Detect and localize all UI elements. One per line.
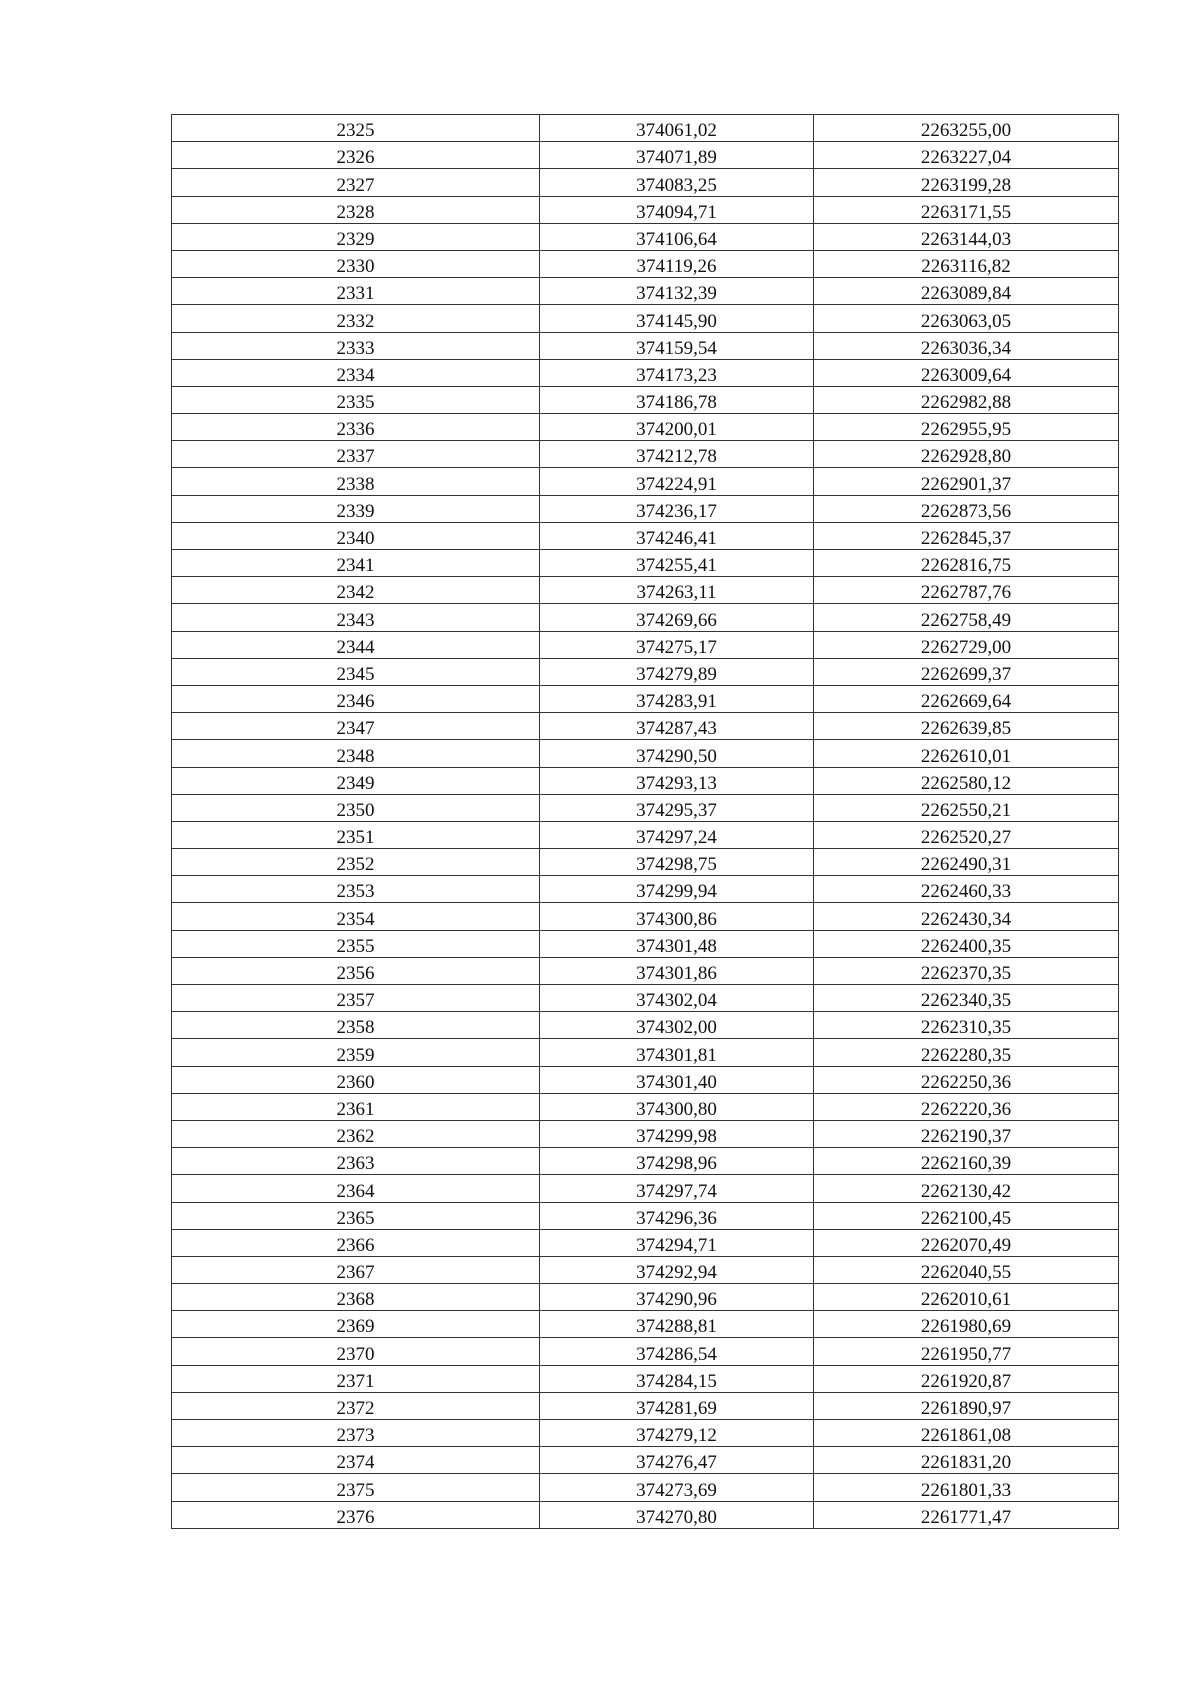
- x-coordinate-cell: 374299,94: [540, 876, 814, 903]
- table-row: [172, 985, 1119, 1012]
- coordinates-table-body: [172, 115, 1119, 1529]
- x-coordinate-cell: 374297,74: [540, 1175, 814, 1202]
- x-coordinate-cell: 374106,64: [540, 223, 814, 250]
- point-number-cell: 2346: [172, 685, 540, 712]
- table-row: [172, 441, 1119, 468]
- x-coordinate-cell: 374296,36: [540, 1202, 814, 1229]
- point-number-cell: 2375: [172, 1474, 540, 1501]
- point-number-cell: 2336: [172, 414, 540, 441]
- point-number-cell: 2335: [172, 386, 540, 413]
- table-row: [172, 115, 1119, 142]
- table-row: [172, 1311, 1119, 1338]
- x-coordinate-cell: 374224,91: [540, 468, 814, 495]
- point-number-cell: 2364: [172, 1175, 540, 1202]
- table-row: [172, 414, 1119, 441]
- table-row: [172, 604, 1119, 631]
- x-coordinate-cell: 374290,50: [540, 740, 814, 767]
- x-coordinate-cell: 374212,78: [540, 441, 814, 468]
- y-coordinate-cell: 2262340,35: [814, 985, 1119, 1012]
- table-row: [172, 550, 1119, 577]
- x-coordinate-cell: 374298,75: [540, 849, 814, 876]
- y-coordinate-cell: 2262430,34: [814, 903, 1119, 930]
- x-coordinate-cell: 374301,86: [540, 957, 814, 984]
- table-row: [172, 794, 1119, 821]
- table-row: [172, 1447, 1119, 1474]
- point-number-cell: 2370: [172, 1338, 540, 1365]
- x-coordinate-cell: 374061,02: [540, 115, 814, 142]
- point-number-cell: 2366: [172, 1229, 540, 1256]
- y-coordinate-cell: 2261801,33: [814, 1474, 1119, 1501]
- x-coordinate-cell: 374302,00: [540, 1012, 814, 1039]
- y-coordinate-cell: 2262982,88: [814, 386, 1119, 413]
- point-number-cell: 2360: [172, 1066, 540, 1093]
- point-number-cell: 2363: [172, 1148, 540, 1175]
- x-coordinate-cell: 374269,66: [540, 604, 814, 631]
- table-row: [172, 1256, 1119, 1283]
- x-coordinate-cell: 374246,41: [540, 522, 814, 549]
- table-row: [172, 685, 1119, 712]
- y-coordinate-cell: 2263199,28: [814, 169, 1119, 196]
- point-number-cell: 2341: [172, 550, 540, 577]
- x-coordinate-cell: 374173,23: [540, 359, 814, 386]
- y-coordinate-cell: 2262370,35: [814, 957, 1119, 984]
- point-number-cell: 2334: [172, 359, 540, 386]
- table-row: [172, 1148, 1119, 1175]
- point-number-cell: 2371: [172, 1365, 540, 1392]
- y-coordinate-cell: 2262955,95: [814, 414, 1119, 441]
- point-number-cell: 2343: [172, 604, 540, 631]
- x-coordinate-cell: 374094,71: [540, 196, 814, 223]
- point-number-cell: 2328: [172, 196, 540, 223]
- table-row: [172, 903, 1119, 930]
- point-number-cell: 2347: [172, 713, 540, 740]
- point-number-cell: 2355: [172, 930, 540, 957]
- y-coordinate-cell: 2261771,47: [814, 1501, 1119, 1528]
- table-row: [172, 250, 1119, 277]
- x-coordinate-cell: 374294,71: [540, 1229, 814, 1256]
- y-coordinate-cell: 2262220,36: [814, 1093, 1119, 1120]
- x-coordinate-cell: 374301,40: [540, 1066, 814, 1093]
- y-coordinate-cell: 2262816,75: [814, 550, 1119, 577]
- point-number-cell: 2362: [172, 1120, 540, 1147]
- point-number-cell: 2353: [172, 876, 540, 903]
- table-row: [172, 1175, 1119, 1202]
- point-number-cell: 2351: [172, 821, 540, 848]
- coordinates-table: [171, 114, 1119, 1529]
- table-row: [172, 957, 1119, 984]
- y-coordinate-cell: 2262639,85: [814, 713, 1119, 740]
- y-coordinate-cell: 2262100,45: [814, 1202, 1119, 1229]
- table-row: [172, 740, 1119, 767]
- table-row: [172, 196, 1119, 223]
- point-number-cell: 2372: [172, 1392, 540, 1419]
- y-coordinate-cell: 2262699,37: [814, 658, 1119, 685]
- point-number-cell: 2357: [172, 985, 540, 1012]
- table-row: [172, 577, 1119, 604]
- point-number-cell: 2352: [172, 849, 540, 876]
- table-row: [172, 767, 1119, 794]
- table-row: [172, 849, 1119, 876]
- table-row: [172, 522, 1119, 549]
- x-coordinate-cell: 374287,43: [540, 713, 814, 740]
- table-row: [172, 1392, 1119, 1419]
- y-coordinate-cell: 2262310,35: [814, 1012, 1119, 1039]
- point-number-cell: 2369: [172, 1311, 540, 1338]
- x-coordinate-cell: 374270,80: [540, 1501, 814, 1528]
- x-coordinate-cell: 374132,39: [540, 278, 814, 305]
- point-number-cell: 2331: [172, 278, 540, 305]
- table-row: [172, 1093, 1119, 1120]
- x-coordinate-cell: 374298,96: [540, 1148, 814, 1175]
- x-coordinate-cell: 374263,11: [540, 577, 814, 604]
- point-number-cell: 2338: [172, 468, 540, 495]
- table-row: [172, 332, 1119, 359]
- point-number-cell: 2325: [172, 115, 540, 142]
- y-coordinate-cell: 2262160,39: [814, 1148, 1119, 1175]
- table-row: [172, 1284, 1119, 1311]
- y-coordinate-cell: 2262580,12: [814, 767, 1119, 794]
- y-coordinate-cell: 2262250,36: [814, 1066, 1119, 1093]
- point-number-cell: 2373: [172, 1420, 540, 1447]
- table-row: [172, 631, 1119, 658]
- y-coordinate-cell: 2262787,76: [814, 577, 1119, 604]
- y-coordinate-cell: 2263171,55: [814, 196, 1119, 223]
- point-number-cell: 2354: [172, 903, 540, 930]
- point-number-cell: 2339: [172, 495, 540, 522]
- point-number-cell: 2330: [172, 250, 540, 277]
- table-row: [172, 1338, 1119, 1365]
- table-row: [172, 223, 1119, 250]
- x-coordinate-cell: 374279,89: [540, 658, 814, 685]
- x-coordinate-cell: 374300,80: [540, 1093, 814, 1120]
- table-row: [172, 359, 1119, 386]
- point-number-cell: 2327: [172, 169, 540, 196]
- y-coordinate-cell: 2263116,82: [814, 250, 1119, 277]
- x-coordinate-cell: 374297,24: [540, 821, 814, 848]
- table-row: [172, 169, 1119, 196]
- table-row: [172, 305, 1119, 332]
- table-row: [172, 1202, 1119, 1229]
- y-coordinate-cell: 2262070,49: [814, 1229, 1119, 1256]
- x-coordinate-cell: 374159,54: [540, 332, 814, 359]
- y-coordinate-cell: 2263227,04: [814, 142, 1119, 169]
- x-coordinate-cell: 374284,15: [540, 1365, 814, 1392]
- y-coordinate-cell: 2262460,33: [814, 876, 1119, 903]
- y-coordinate-cell: 2262669,64: [814, 685, 1119, 712]
- x-coordinate-cell: 374302,04: [540, 985, 814, 1012]
- x-coordinate-cell: 374236,17: [540, 495, 814, 522]
- x-coordinate-cell: 374299,98: [540, 1120, 814, 1147]
- table-row: [172, 1039, 1119, 1066]
- table-row: [172, 1229, 1119, 1256]
- y-coordinate-cell: 2262550,21: [814, 794, 1119, 821]
- point-number-cell: 2356: [172, 957, 540, 984]
- x-coordinate-cell: 374273,69: [540, 1474, 814, 1501]
- y-coordinate-cell: 2261920,87: [814, 1365, 1119, 1392]
- y-coordinate-cell: 2262400,35: [814, 930, 1119, 957]
- y-coordinate-cell: 2261950,77: [814, 1338, 1119, 1365]
- point-number-cell: 2340: [172, 522, 540, 549]
- point-number-cell: 2359: [172, 1039, 540, 1066]
- point-number-cell: 2348: [172, 740, 540, 767]
- table-row: [172, 876, 1119, 903]
- y-coordinate-cell: 2262190,37: [814, 1120, 1119, 1147]
- point-number-cell: 2361: [172, 1093, 540, 1120]
- y-coordinate-cell: 2261831,20: [814, 1447, 1119, 1474]
- table-row: [172, 658, 1119, 685]
- table-row: [172, 278, 1119, 305]
- table-row: [172, 386, 1119, 413]
- y-coordinate-cell: 2262729,00: [814, 631, 1119, 658]
- x-coordinate-cell: 374119,26: [540, 250, 814, 277]
- table-row: [172, 1501, 1119, 1528]
- x-coordinate-cell: 374300,86: [540, 903, 814, 930]
- x-coordinate-cell: 374275,17: [540, 631, 814, 658]
- y-coordinate-cell: 2263255,00: [814, 115, 1119, 142]
- table-row: [172, 1365, 1119, 1392]
- x-coordinate-cell: 374281,69: [540, 1392, 814, 1419]
- table-row: [172, 930, 1119, 957]
- x-coordinate-cell: 374186,78: [540, 386, 814, 413]
- x-coordinate-cell: 374290,96: [540, 1284, 814, 1311]
- y-coordinate-cell: 2263063,05: [814, 305, 1119, 332]
- table-row: [172, 1012, 1119, 1039]
- x-coordinate-cell: 374286,54: [540, 1338, 814, 1365]
- x-coordinate-cell: 374071,89: [540, 142, 814, 169]
- table-row: [172, 821, 1119, 848]
- point-number-cell: 2344: [172, 631, 540, 658]
- y-coordinate-cell: 2262130,42: [814, 1175, 1119, 1202]
- point-number-cell: 2349: [172, 767, 540, 794]
- y-coordinate-cell: 2262040,55: [814, 1256, 1119, 1283]
- point-number-cell: 2358: [172, 1012, 540, 1039]
- x-coordinate-cell: 374301,48: [540, 930, 814, 957]
- y-coordinate-cell: 2262845,37: [814, 522, 1119, 549]
- x-coordinate-cell: 374292,94: [540, 1256, 814, 1283]
- y-coordinate-cell: 2261980,69: [814, 1311, 1119, 1338]
- point-number-cell: 2374: [172, 1447, 540, 1474]
- y-coordinate-cell: 2262010,61: [814, 1284, 1119, 1311]
- point-number-cell: 2365: [172, 1202, 540, 1229]
- table-row: [172, 1420, 1119, 1447]
- y-coordinate-cell: 2261890,97: [814, 1392, 1119, 1419]
- point-number-cell: 2367: [172, 1256, 540, 1283]
- y-coordinate-cell: 2262873,56: [814, 495, 1119, 522]
- point-number-cell: 2376: [172, 1501, 540, 1528]
- x-coordinate-cell: 374279,12: [540, 1420, 814, 1447]
- y-coordinate-cell: 2263036,34: [814, 332, 1119, 359]
- y-coordinate-cell: 2262928,80: [814, 441, 1119, 468]
- point-number-cell: 2329: [172, 223, 540, 250]
- table-row: [172, 713, 1119, 740]
- x-coordinate-cell: 374301,81: [540, 1039, 814, 1066]
- point-number-cell: 2342: [172, 577, 540, 604]
- y-coordinate-cell: 2262520,27: [814, 821, 1119, 848]
- point-number-cell: 2345: [172, 658, 540, 685]
- table-row: [172, 468, 1119, 495]
- x-coordinate-cell: 374283,91: [540, 685, 814, 712]
- x-coordinate-cell: 374145,90: [540, 305, 814, 332]
- y-coordinate-cell: 2262490,31: [814, 849, 1119, 876]
- point-number-cell: 2326: [172, 142, 540, 169]
- point-number-cell: 2333: [172, 332, 540, 359]
- x-coordinate-cell: 374288,81: [540, 1311, 814, 1338]
- x-coordinate-cell: 374293,13: [540, 767, 814, 794]
- y-coordinate-cell: 2262901,37: [814, 468, 1119, 495]
- point-number-cell: 2368: [172, 1284, 540, 1311]
- table-row: [172, 1474, 1119, 1501]
- y-coordinate-cell: 2261861,08: [814, 1420, 1119, 1447]
- point-number-cell: 2332: [172, 305, 540, 332]
- y-coordinate-cell: 2262758,49: [814, 604, 1119, 631]
- y-coordinate-cell: 2263144,03: [814, 223, 1119, 250]
- point-number-cell: 2350: [172, 794, 540, 821]
- table-row: [172, 142, 1119, 169]
- y-coordinate-cell: 2263089,84: [814, 278, 1119, 305]
- y-coordinate-cell: 2262610,01: [814, 740, 1119, 767]
- x-coordinate-cell: 374200,01: [540, 414, 814, 441]
- x-coordinate-cell: 374276,47: [540, 1447, 814, 1474]
- point-number-cell: 2337: [172, 441, 540, 468]
- y-coordinate-cell: 2263009,64: [814, 359, 1119, 386]
- x-coordinate-cell: 374083,25: [540, 169, 814, 196]
- table-row: [172, 495, 1119, 522]
- x-coordinate-cell: 374255,41: [540, 550, 814, 577]
- table-row: [172, 1120, 1119, 1147]
- y-coordinate-cell: 2262280,35: [814, 1039, 1119, 1066]
- table-row: [172, 1066, 1119, 1093]
- x-coordinate-cell: 374295,37: [540, 794, 814, 821]
